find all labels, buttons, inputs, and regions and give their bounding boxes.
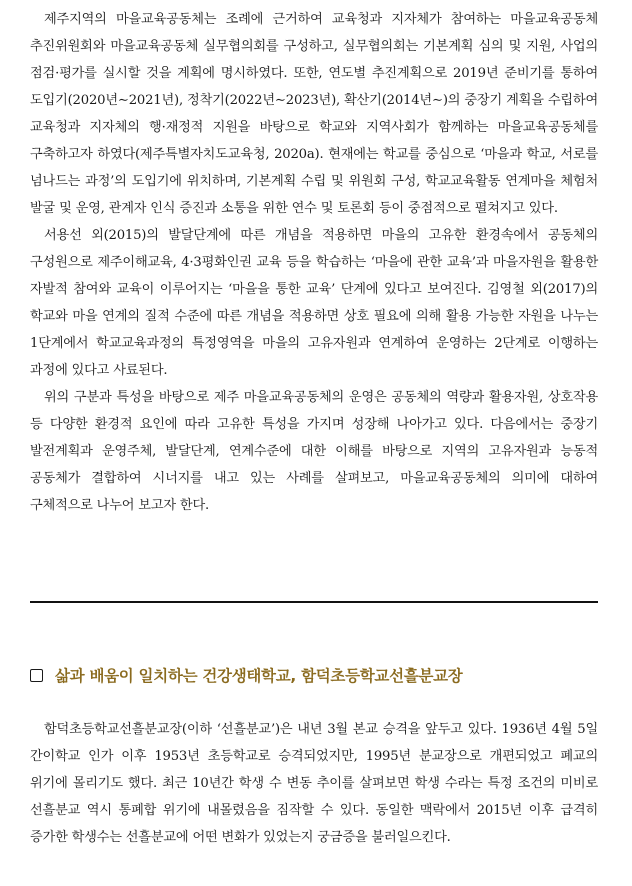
paragraph-seonheul-school: 함덕초등학교선흘분교장(이하 ‘선흘분교’)은 내년 3월 본교 승격을 앞두고 있다. 1936년 4월 5일 간이학교 인가 이후 1953년 초등학교로 승격되었지만, 1995년 분교장으로 개편되었고 폐교의 위기에 몰리기도 했다. 최근 10년간 학생 수 변동 추이를 살펴보면 학생 수라는 특정 조건의 미비로 선흘분교 역시 통폐합 위기에 내몰렸음을 짐작할 수 있다. 동일한 맥락에서 2015년 이후 급격히 증가한 학생수는 선흘분교에 어떤 변화가 있었는지 궁금증을 불러일으킨다. xyxy=(30,722,598,845)
checkbox-icon xyxy=(30,669,43,682)
paragraph-operation-intro: 위의 구분과 특성을 바탕으로 제주 마을교육공동체의 운영은 공동체의 역량과 활용자원, 상호작용 등 다양한 환경적 요인에 따라 고유한 특성을 가지며 성장해 나아가고 있다. 다음에서는 중장기 발전계획과 운영주체, 발달단계, 연계수준에 대한 이해를 바탕으로 지역의 고유자원과 능동적 공동체가 결합하여 시너지를 내고 있는 사례를 살펴보고, 마을교육공동체의 의미에 대하여 구체적으로 나누어 보고자 한다. xyxy=(30,390,598,513)
section-divider xyxy=(30,601,598,603)
section-title: 삶과 배움이 일치하는 건강생태학교, 함덕초등학교선흘분교장 xyxy=(55,667,463,685)
section-body xyxy=(30,716,598,851)
section-heading xyxy=(30,664,598,686)
document-body xyxy=(30,6,598,519)
paragraph-development-stage: 서용선 외(2015)의 발달단계에 따른 개념을 적용하면 마을의 고유한 환경속에서 공동체의 구성원으로 제주이해교육, 4·3평화인권 교육 등을 학습하는 ‘마을에 관한 교육’과 마을자원을 활용한 자발적 참여와 교육이 이루어지는 ‘마을을 통한 교육’ 단계에 있다고 보여진다. 김영철 외(2017)의 학교와 마을 연계의 질적 수준에 따른 개념을 적용하면 상호 필요에 의해 활용 가능한 자원을 나누는 1단계에서 학교교육과정의 특정영역을 마을의 고유자원과 연계하여 운영하는 2단계로 이행하는 과정에 있다고 사료된다. xyxy=(30,228,598,378)
paragraph-jeju-community: 제주지역의 마을교육공동체는 조례에 근거하여 교육청과 지자체가 참여하는 마을교육공동체 추진위원회와 마을교육공동체 실무협의회를 구성하고, 실무협의회는 기본계획 심의 및 지원, 사업의 점검·평가를 실시할 것을 계획에 명시하였다. 또한, 연도별 추진계획으로 2019년 준비기를 통하여 도입기(2020년∼2021년), 정착기(2022년∼2023년), 확산기(2014년∼)의 중장기 계획을 수립하여 교육청과 지자체의 행·재정적 지원을 바탕으로 학교와 지역사회가 함께하는 마을교육공동체를 구축하고자 하였다(제주특별자치도교육청, 2020a). 현재에는 학교를 중심으로 ‘마을과 학교, 서로를 넘나드는 과정’의 도입기에 위치하며, 기본계획 수립 및 위원회 구성, 학교교육활동 연계마을 체험처 발굴 및 운영, 관계자 인식 증진과 소통을 위한 연수 및 토론회 등이 중점적으로 펼쳐지고 있다. xyxy=(30,12,598,216)
